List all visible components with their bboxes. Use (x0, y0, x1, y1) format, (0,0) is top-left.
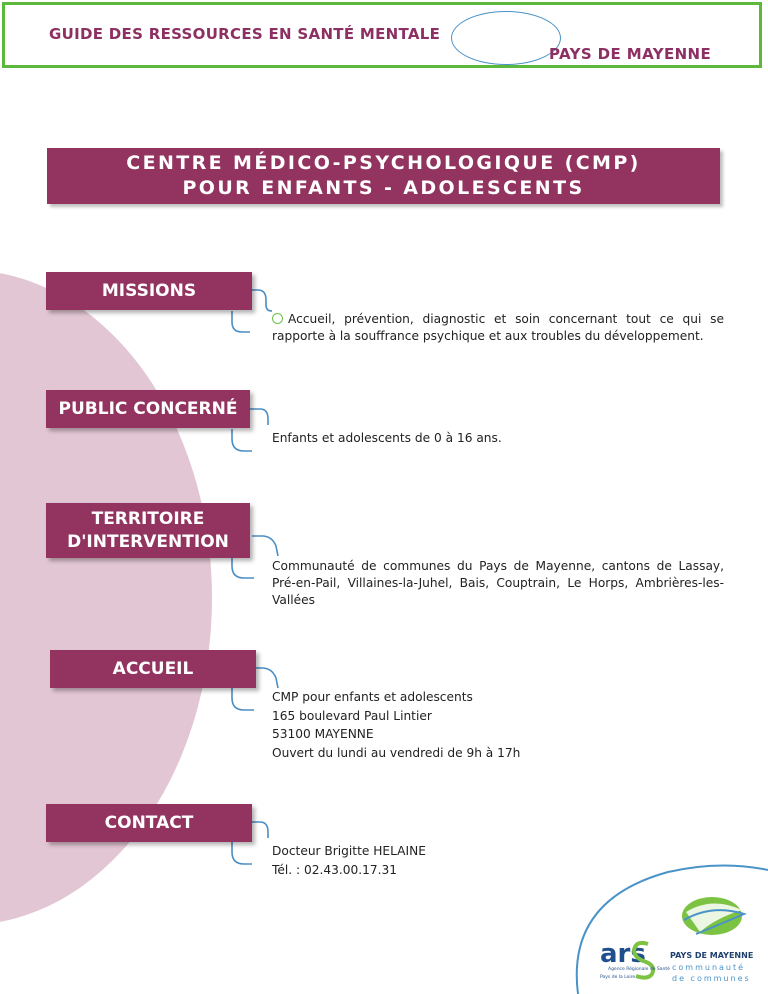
contact-line: Tél. : 02.43.00.17.31 (272, 862, 398, 877)
pays-de-mayenne-logo-title: PAYS DE MAYENNE (670, 951, 754, 960)
territoire-label-line1: TERRITOIRE (91, 508, 205, 529)
accueil-line: 53100 MAYENNE (272, 727, 374, 742)
pays-de-mayenne-logo-sub2: de communes (672, 974, 751, 983)
section-label-accueil (50, 650, 256, 688)
territoire-text: Communauté de communes du Pays de Mayenne, cantons de Lassay, Pré-en-Pail, Villaines-la-Juhel, Bais, Couptrain, Le Horps, Ambrières-les-Vallées (272, 559, 724, 607)
region-name: PAYS DE MAYENNE (549, 45, 712, 63)
section-label-missions (46, 272, 252, 310)
section-label-public (46, 390, 250, 428)
accueil-label-text: ACCUEIL (112, 658, 194, 679)
missions-label-text: MISSIONS (101, 280, 197, 301)
contact-label-text: CONTACT (104, 812, 194, 833)
public-text: Enfants et adolescents de 0 à 16 ans. (272, 431, 502, 445)
page-title-line2: POUR ENFANTS - ADOLESCENTS (182, 177, 585, 199)
ars-logo-text: ars (600, 939, 646, 969)
contact-text (272, 842, 724, 879)
contact-line: Docteur Brigitte HELAINE (272, 844, 426, 858)
missions-description: Accueil, prévention, diagnostic et soin concernant tout ce qui se rapporte à la souffrance psychique et aux troubles du développement. (272, 312, 724, 343)
accueil-text (272, 688, 724, 762)
accueil-line: CMP pour enfants et adolescents (272, 690, 473, 704)
accueil-line: Ouvert du lundi au vendredi de 9h à 17h (272, 745, 521, 760)
circle-bullet-icon (272, 313, 283, 324)
public-label-text: PUBLIC CONCERNÉ (58, 398, 238, 419)
page-title-line1: CENTRE MÉDICO-PSYCHOLOGIQUE (CMP) (126, 152, 641, 174)
guide-title: GUIDE DES RESSOURCES EN SANTÉ MENTALE (49, 25, 441, 43)
missions-text (272, 311, 724, 345)
pays-de-mayenne-logo-sub1: communauté (672, 963, 746, 972)
section-label-contact (46, 804, 252, 842)
territoire-label-line2: D'INTERVENTION (67, 531, 229, 552)
ars-subtitle-1: Agence Régionale de Santé (608, 967, 670, 972)
section-label-territoire (46, 503, 250, 558)
ars-subtitle-2: Pays de la Loire (600, 975, 636, 980)
accueil-line: 165 boulevard Paul Lintier (272, 708, 432, 723)
